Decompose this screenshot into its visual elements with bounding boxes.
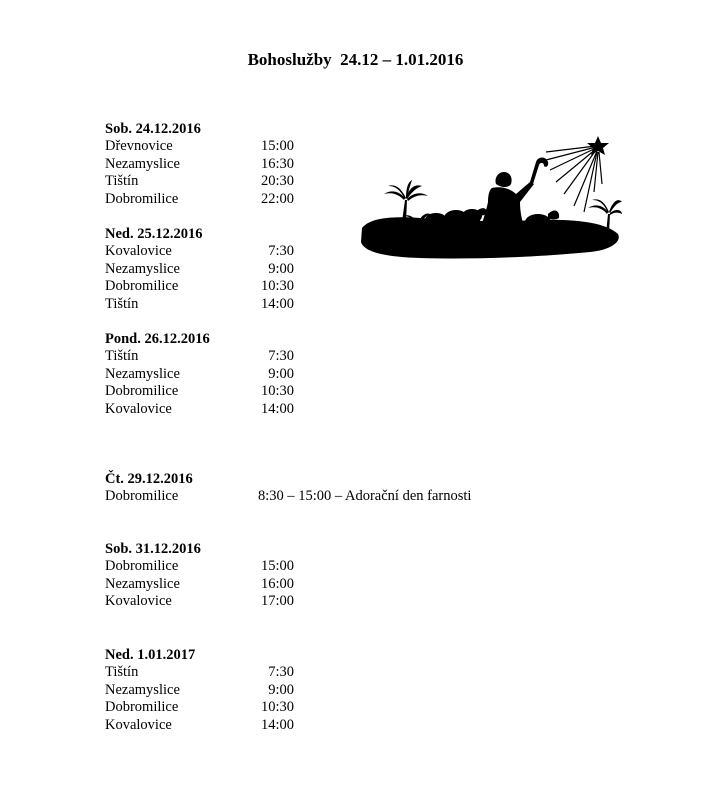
service-row: [105, 278, 705, 296]
place-name: Dobromilice: [105, 558, 179, 574]
service-time: 22:00: [260, 190, 294, 207]
service-row: [105, 296, 705, 314]
service-row: [105, 401, 705, 419]
place-name: Tištín: [105, 295, 139, 312]
place-name: Dobromilice: [105, 278, 179, 294]
place-name: Nezamyslice: [105, 575, 180, 592]
service-time: 15:00: [260, 138, 294, 154]
service-time: 8:30 – 15:00 – Adorační den farnosti: [258, 488, 472, 504]
service-time: 10:30: [260, 278, 294, 294]
place-name: Nezamyslice: [105, 681, 180, 698]
sheep-icon: [425, 213, 447, 227]
day-heading: Sob. 24.12.2016: [105, 121, 201, 137]
service-time: 17:00: [260, 593, 294, 609]
service-time: 15:00: [260, 558, 294, 574]
schedule-day-section: [105, 540, 705, 611]
service-time: 14:00: [260, 295, 294, 312]
service-row: [105, 717, 705, 735]
place-name: Tištín: [105, 664, 139, 680]
service-row: [105, 383, 705, 401]
place-name: Kovalovice: [105, 593, 172, 609]
day-heading: Pond. 26.12.2016: [105, 331, 210, 347]
service-row: [105, 558, 705, 576]
day-heading: Čt. 29.12.2016: [105, 471, 193, 487]
day-heading: Ned. 25.12.2016: [105, 226, 203, 242]
service-time: 9:00: [268, 681, 294, 698]
service-time: 16:30: [260, 155, 294, 172]
service-time: 10:30: [260, 383, 294, 399]
service-row: [105, 366, 705, 384]
service-time: 16:00: [260, 575, 294, 592]
nativity-shepherd-silhouette-icon: [360, 132, 622, 262]
service-row: [105, 699, 705, 717]
service-time: 7:30: [268, 348, 294, 364]
service-row: [105, 488, 705, 506]
place-name: Kovalovice: [105, 400, 172, 417]
place-name: Dobromilice: [105, 488, 179, 504]
shepherd-icon: [495, 172, 511, 187]
service-time: 14:00: [260, 716, 294, 733]
place-name: Kovalovice: [105, 716, 172, 733]
star-rays-icon: [546, 146, 602, 212]
service-row: [105, 593, 705, 611]
page-title: Bohoslužby 24.12 – 1.01.2016: [247, 50, 464, 69]
day-heading: Ned. 1.01.2017: [105, 647, 196, 663]
schedule-day-section: [105, 646, 705, 734]
place-name: Dobromilice: [105, 190, 179, 207]
place-name: Nezamyslice: [105, 155, 180, 172]
schedule-day-section: [105, 470, 705, 506]
service-time: 7:30: [268, 664, 294, 680]
service-time: 9:00: [268, 260, 294, 277]
service-time: 7:30: [268, 243, 294, 259]
place-name: Nezamyslice: [105, 365, 180, 382]
day-heading: Sob. 31.12.2016: [105, 541, 201, 557]
service-time: 9:00: [268, 365, 294, 382]
service-time: 20:30: [260, 173, 294, 189]
place-name: Tištín: [105, 348, 139, 364]
service-time: 10:30: [260, 699, 294, 715]
service-row: [105, 348, 705, 366]
service-row: [105, 576, 705, 594]
place-name: Dřevnovice: [105, 138, 173, 154]
place-name: Nezamyslice: [105, 260, 180, 277]
place-name: Kovalovice: [105, 243, 172, 259]
service-time: 14:00: [260, 400, 294, 417]
schedule-day-section: [105, 330, 705, 418]
place-name: Dobromilice: [105, 383, 179, 399]
place-name: Dobromilice: [105, 699, 179, 715]
service-row: [105, 261, 705, 279]
place-name: Tištín: [105, 173, 139, 189]
service-row: [105, 664, 705, 682]
service-row: [105, 682, 705, 700]
